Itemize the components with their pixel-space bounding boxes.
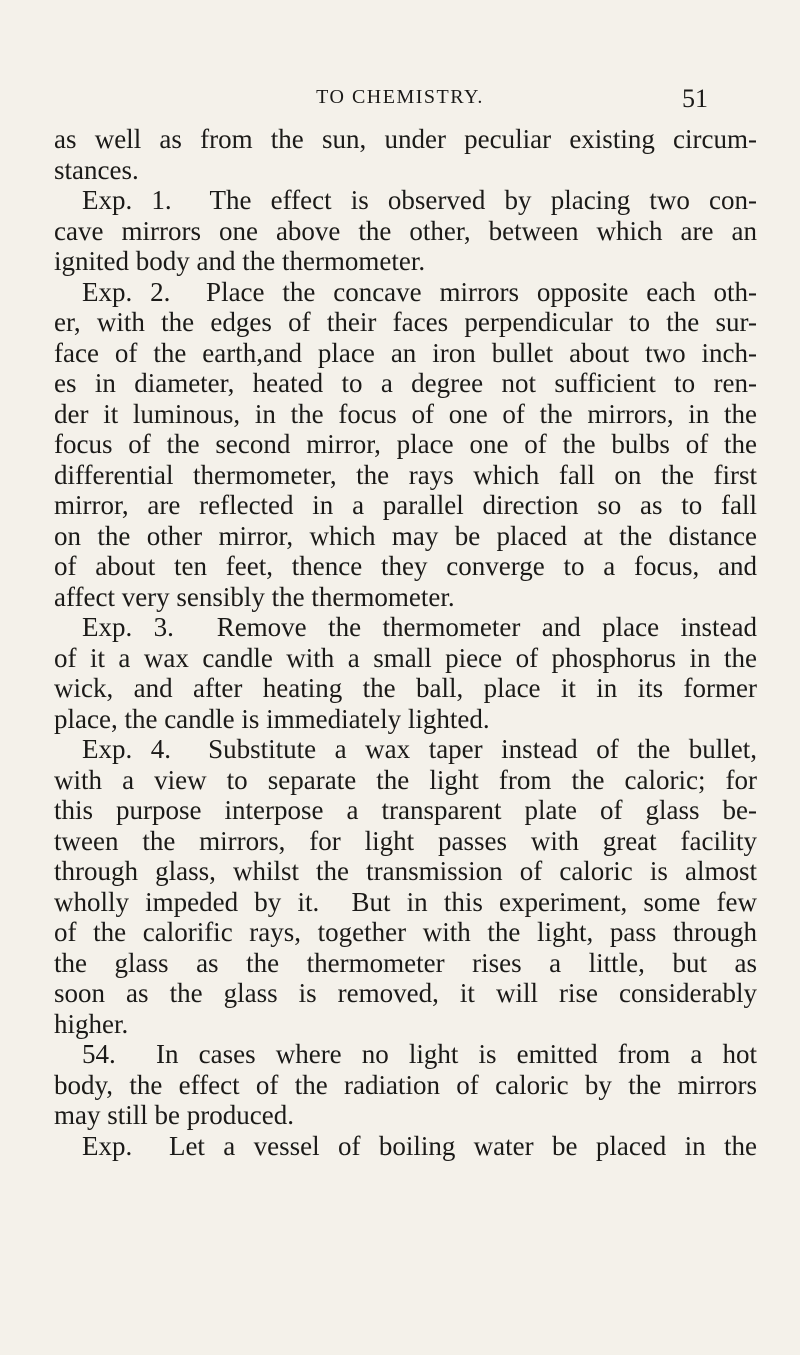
text-line: es in diameter, heated to a degree not sufficient to ren- — [54, 368, 757, 398]
text-line: may still be produced. — [54, 1100, 294, 1130]
text-line: 54. In cases where no light is emitted from a hot — [82, 1039, 757, 1069]
text-line: higher. — [54, 1008, 129, 1039]
text-line: cave mirrors one above the other, between which are an — [54, 215, 757, 246]
text-line: of the calorific rays, together with the light, pass through — [54, 917, 757, 947]
text-line: Exp. 2. Place the concave mirrors opposite each oth- — [82, 276, 757, 307]
text-line: stances. — [54, 154, 139, 185]
text-line: as well as from the sun, under peculiar existing circum- — [54, 124, 757, 154]
text-line: differential thermometer, the rays which fall on the first — [54, 459, 757, 490]
text-line: soon as the glass is removed, it will rise considerably — [54, 978, 757, 1008]
text-line: er, with the edges of their faces perpendicular to the sur- — [54, 307, 757, 337]
running-head — [0, 84, 800, 114]
text-line: der it luminous, in the focus of one of the mirrors, in the — [54, 398, 757, 429]
text-line: this purpose interpose a transparent plate of glass be- — [54, 795, 757, 825]
text-line: with a view to separate the light from the caloric; for — [54, 764, 757, 795]
text-line: affect very sensibly the thermometer. — [54, 581, 455, 612]
text-line: Exp. 4. Substitute a wax taper instead of the bullet, — [82, 734, 757, 764]
text-line: body, the effect of the radiation of caloric by the mirrors — [54, 1069, 757, 1100]
text-line: through glass, whilst the transmission of caloric is almost — [54, 856, 757, 886]
body-text — [54, 124, 757, 1161]
text-line: of about ten feet, thence they converge to a focus, and — [54, 551, 757, 581]
text-line: wholly impeded by it. But in this experiment, some few — [54, 886, 757, 917]
text-line: place, the candle is immediately lighted. — [54, 703, 490, 734]
text-line: of it a wax candle with a small piece of phosphorus in the — [54, 642, 757, 673]
text-line: Exp. 3. Remove the thermometer and place instead — [82, 612, 757, 642]
text-line: wick, and after heating the ball, place it in its former — [54, 673, 757, 703]
text-line: the glass as the thermometer rises a little, but as — [54, 947, 757, 978]
text-line: Exp. 1. The effect is observed by placing two con- — [82, 185, 757, 215]
text-line: ignited body and the thermometer. — [54, 246, 426, 276]
text-line: mirror, are reflected in a parallel direction so as to fall — [54, 490, 757, 520]
text-line: Exp. Let a vessel of boiling water be placed in the — [82, 1130, 757, 1161]
running-title: TO CHEMISTRY. — [316, 86, 484, 108]
text-line: on the other mirror, which may be placed at the distance — [54, 520, 757, 551]
text-line: tween the mirrors, for light passes with great facility — [54, 825, 757, 856]
text-line: focus of the second mirror, place one of the bulbs of the — [54, 429, 757, 459]
page-number: 51 — [682, 84, 708, 113]
text-line: face of the earth,and place an iron bullet about two inch- — [54, 337, 757, 368]
